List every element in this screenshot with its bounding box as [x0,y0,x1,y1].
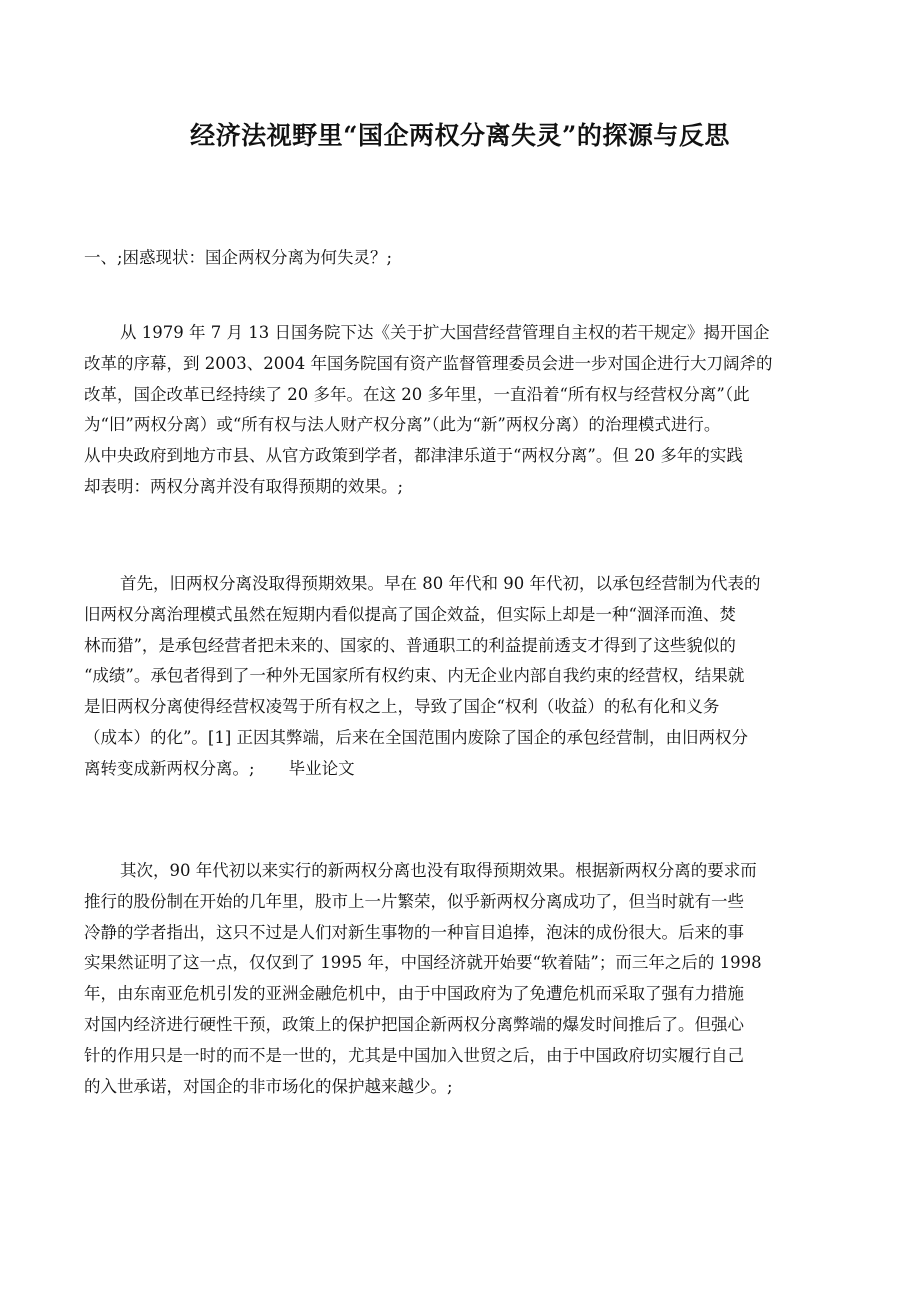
paragraph-line: 首先，旧两权分离没取得预期效果。早在 80 年代和 90 年代初，以承包经营制为代表的 [120,574,761,593]
section-heading: 一、;困惑现状：国企两权分离为何失灵？; [84,248,393,267]
paragraph-line: 推行的股份制在开始的几年里，股市上一片繁荣，似乎新两权分离成功了，但当时就有一些 [84,891,744,911]
paragraph-line: 旧两权分离治理模式虽然在短期内看似提高了国企效益，但实际上却是一种“涸泽而渔、焚 [84,604,736,624]
paragraph-line [84,754,844,785]
document-title: 经济法视野里“国企两权分离失灵”的探源与反思 [190,121,730,150]
paragraph-line: 是旧两权分离使得经营权凌驾于所有权之上，导致了国企“权利（收益）的私有化和义务 [84,697,720,717]
paragraph-line: 为“旧”两权分离）或“所有权与法人财产权分离”（此为“新”两权分离）的治理模式进行。 [84,415,721,435]
paragraph-line: 改革，国企改革已经持续了 20 多年。在这 20 多年里，一直沿着“所有权与经营权分离”（此 [84,384,750,404]
paragraph-line: 年，由东南亚危机引发的亚洲金融危机中，由于中国政府为了免遭危机而采取了强有力措施 [84,984,744,1004]
paragraph-line: “成绩”。承包者得到了一种外无国家所有权约束、内无企业内部自我约束的经营权，结果就 [84,666,745,686]
trailing-note: 毕业论文 [288,758,355,778]
paragraph-line-text: 离转变成新两权分离。; [84,758,255,778]
paragraph-line: 却表明：两权分离并没有取得预期的效果。; [84,476,404,496]
paragraph-line: 对国内经济进行硬性干预，政策上的保护把国企新两权分离弊端的爆发时间推后了。但强心 [84,1014,744,1034]
paragraph-line: 的入世承诺，对国企的非市场化的保护越来越少。; [84,1076,453,1096]
paragraph-2 [84,569,844,785]
paragraph-line: 从 1979 年 7 月 13 日国务院下达《关于扩大国营经营管理自主权的若干规定》揭开国企 [120,323,770,342]
paragraph-line: 实果然证明了这一点，仅仅到了 1995 年，中国经济就开始要“软着陆”；而三年之后的 1998 [84,953,762,973]
paragraph-line: 改革的序幕，到 2003、2004 年国务院国有资产监督管理委员会进一步对国企进行大刀阔斧的 [84,353,773,373]
paragraph-line: 从中央政府到地方市县、从官方政策到学者，都津津乐道于“两权分离”。但 20 多年的实践 [84,446,743,466]
paragraph-line: （成本）的化”。[1] 正因其弊端，后来在全国范围内废除了国企的承包经营制，由旧两权分 [84,727,749,747]
paragraph-line: 林而猎”，是承包经营者把未来的、国家的、普通职工的利益提前透支才得到了这些貌似的 [84,635,736,655]
paragraph-line: 其次，90 年代初以来实行的新两权分离也没有取得预期效果。根据新两权分离的要求而 [120,861,757,880]
paragraph-3 [84,856,844,1102]
paragraph-1 [84,318,844,503]
paragraph-line: 冷静的学者指出，这只不过是人们对新生事物的一种盲目追捧，泡沫的成份很大。后来的事 [84,922,744,942]
paragraph-line: 针的作用只是一时的而不是一世的，尤其是中国加入世贸之后，由于中国政府切实履行自己 [84,1045,744,1065]
